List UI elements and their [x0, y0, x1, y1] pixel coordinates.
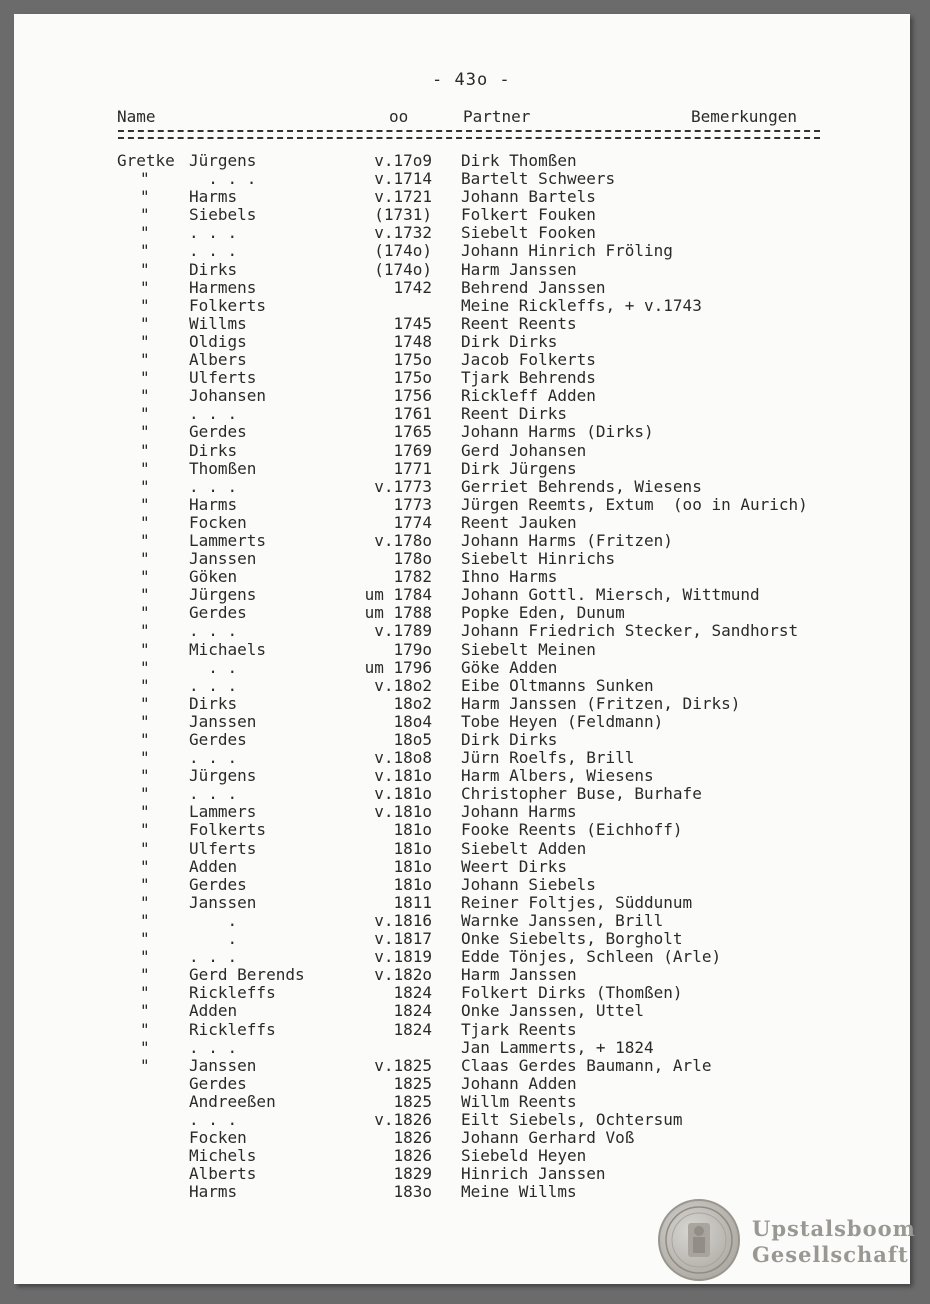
surname: Göken	[189, 567, 238, 587]
surname: . . .	[189, 947, 238, 967]
marriage-date: 181o	[393, 820, 432, 840]
surname: Janssen	[189, 711, 257, 731]
partner-name: Folkert Fouken	[461, 205, 596, 225]
surname: Gerdes	[189, 874, 247, 894]
surname: Thomßen	[189, 458, 257, 478]
surname: Jürgens	[189, 766, 257, 786]
ditto-mark: "	[140, 585, 150, 605]
partner-name: Siebelt Hinrichs	[461, 549, 616, 569]
marriage-date: v.18o2	[374, 675, 432, 695]
ditto-mark: "	[140, 422, 150, 442]
partner-name: Eilt Siebels, Ochtersum	[461, 1109, 683, 1129]
partner-name: Harm Janssen	[461, 259, 577, 279]
surname: . . .	[189, 675, 238, 695]
ditto-mark: "	[140, 476, 150, 496]
partner-name: Johann Gerhard Voß	[461, 1128, 635, 1148]
surname: Lammerts	[189, 530, 267, 550]
ditto-mark: "	[140, 259, 150, 279]
surname: Gerdes	[189, 1073, 247, 1093]
ditto-mark: "	[140, 567, 150, 587]
surname: Adden	[189, 1001, 238, 1021]
surname: Focken	[189, 512, 247, 532]
marriage-date: 18o5	[393, 730, 432, 749]
header-marriage: oo	[389, 107, 409, 126]
ditto-mark: "	[140, 1001, 150, 1021]
marriage-date: 1774	[393, 512, 432, 532]
marriage-date: 1769	[393, 440, 432, 460]
surname: . . .	[189, 1109, 238, 1129]
surname: . . .	[189, 223, 238, 243]
marriage-date: 181o	[393, 874, 432, 894]
partner-name: Gerd Johansen	[461, 440, 587, 460]
seal-logo	[658, 1199, 740, 1281]
partner-name: Bartelt Schweers	[461, 169, 616, 189]
ditto-mark: "	[140, 331, 150, 351]
ditto-mark: "	[140, 766, 150, 786]
marriage-date: v.1721	[374, 187, 432, 207]
surname: Gerd Berends	[189, 965, 305, 985]
marriage-date: 1826	[393, 1146, 432, 1166]
partner-name: Siebelt Fooken	[461, 223, 596, 243]
marriage-date: 1756	[393, 386, 432, 406]
surname: Ulferts	[189, 838, 257, 858]
header-remarks: Bemerkungen	[691, 107, 797, 126]
partner-name: Siebeld Heyen	[461, 1146, 587, 1166]
partner-name: Ihno Harms	[461, 567, 558, 587]
header-name: Name	[117, 107, 156, 126]
partner-name: Jürn Roelfs, Brill	[461, 748, 635, 768]
surname: Janssen	[189, 1055, 257, 1075]
ditto-mark: "	[140, 929, 150, 949]
partner-name: Fooke Reents (Eichhoff)	[461, 820, 683, 840]
brand-line-2: Gesellschaft	[752, 1242, 909, 1267]
partner-name: Harm Janssen (Fritzen, Dirks)	[461, 693, 741, 713]
marriage-date: 1748	[393, 331, 432, 351]
marriage-date: 1765	[393, 422, 432, 442]
marriage-date: um 1796	[364, 657, 432, 677]
partner-name: Siebelt Meinen	[461, 639, 596, 659]
partner-name: Onke Siebelts, Borgholt	[461, 929, 683, 949]
partner-name: Johann Hinrich Fröling	[461, 241, 673, 261]
marriage-date: v.1732	[374, 223, 432, 243]
partner-name: Dirk Thomßen	[461, 151, 577, 170]
marriage-date: 183o	[393, 1182, 432, 1202]
ditto-mark: "	[140, 947, 150, 967]
partner-name: Johann Harms (Dirks)	[461, 422, 654, 442]
partner-name: Johann Adden	[461, 1073, 577, 1093]
marriage-date: v.1816	[374, 910, 432, 930]
ditto-mark: "	[140, 838, 150, 858]
ditto-mark: "	[140, 675, 150, 695]
partner-name: Rickleff Adden	[461, 386, 596, 406]
ditto-mark: "	[140, 983, 150, 1003]
marriage-date: 1824	[393, 1019, 432, 1039]
marriage-date: 175o	[393, 368, 432, 388]
surname: .	[189, 929, 238, 949]
partner-name: Johann Siebels	[461, 874, 596, 894]
partner-name: Reent Jauken	[461, 512, 577, 532]
ditto-mark: "	[140, 512, 150, 532]
surname: Oldigs	[189, 331, 247, 351]
surname: . . .	[189, 621, 238, 641]
ditto-mark: "	[140, 748, 150, 768]
surname: Gerdes	[189, 603, 247, 623]
surname: Focken	[189, 1128, 247, 1148]
ditto-mark: "	[140, 530, 150, 550]
marriage-date: 1745	[393, 313, 432, 333]
surname: Dirks	[189, 259, 238, 279]
brand-line-1: Upstalsboom	[752, 1216, 916, 1241]
header-rule	[118, 130, 820, 139]
surname: Harms	[189, 187, 238, 207]
marriage-date: v.1817	[374, 929, 432, 949]
marriage-date: v.1819	[374, 947, 432, 967]
partner-name: Dirk Dirks	[461, 331, 558, 351]
partner-name: Göke Adden	[461, 657, 558, 677]
partner-name: Edde Tönjes, Schleen (Arle)	[461, 947, 722, 967]
marriage-date: v.17o9	[374, 151, 432, 170]
marriage-date: 18o2	[393, 693, 432, 713]
surname: Lammers	[189, 802, 257, 822]
ditto-mark: "	[140, 856, 150, 876]
ditto-mark: "	[140, 730, 150, 749]
surname: Gerdes	[189, 422, 247, 442]
ditto-mark: "	[140, 368, 150, 388]
marriage-date: (174o)	[374, 259, 432, 279]
surname: Jürgens	[189, 151, 257, 170]
marriage-date: v.181o	[374, 802, 432, 822]
partner-name: Johann Friedrich Stecker, Sandhorst	[461, 621, 799, 641]
surname: . . .	[189, 784, 238, 804]
ditto-mark: "	[140, 458, 150, 478]
surname: Siebels	[189, 205, 257, 225]
surname: Andreeßen	[189, 1091, 276, 1111]
partner-name: Folkert Dirks (Thomßen)	[461, 983, 683, 1003]
ditto-mark: "	[140, 910, 150, 930]
ditto-mark: "	[140, 205, 150, 225]
surname: Ulferts	[189, 368, 257, 388]
partner-name: Gerriet Behrends, Wiesens	[461, 476, 702, 496]
ditto-mark: "	[140, 277, 150, 297]
surname: . . .	[189, 748, 238, 768]
partner-name: Harm Albers, Wiesens	[461, 766, 654, 786]
surname: Janssen	[189, 892, 257, 912]
surname: Gerdes	[189, 730, 247, 749]
surname: Dirks	[189, 440, 238, 460]
marriage-date: 1824	[393, 983, 432, 1003]
surname: . . .	[189, 241, 238, 261]
partner-name: Hinrich Janssen	[461, 1164, 606, 1184]
ditto-mark: "	[140, 603, 150, 623]
marriage-date: 178o	[393, 549, 432, 569]
surname: Alberts	[189, 1164, 257, 1184]
surname: Janssen	[189, 549, 257, 569]
ditto-mark: "	[140, 1055, 150, 1075]
partner-name: Tobe Heyen (Feldmann)	[461, 711, 664, 731]
surname: Rickleffs	[189, 1019, 276, 1039]
surname: . . .	[189, 169, 257, 189]
ditto-mark: "	[140, 965, 150, 985]
marriage-date: um 1788	[364, 603, 432, 623]
surname: Jürgens	[189, 585, 257, 605]
marriage-date: 1826	[393, 1128, 432, 1148]
surname: Michaels	[189, 639, 267, 659]
partner-name: Claas Gerdes Baumann, Arle	[461, 1055, 712, 1075]
surname: Folkerts	[189, 295, 267, 315]
partner-name: Weert Dirks	[461, 856, 567, 876]
surname: .	[189, 910, 238, 930]
marriage-date: 1742	[393, 277, 432, 297]
partner-name: Dirk Jürgens	[461, 458, 577, 478]
partner-name: Reiner Foltjes, Süddunum	[461, 892, 693, 912]
ditto-mark: "	[140, 874, 150, 894]
ditto-mark: "	[140, 223, 150, 243]
marriage-date: 1811	[393, 892, 432, 912]
partner-name: Onke Janssen, Uttel	[461, 1001, 645, 1021]
partner-name: Siebelt Adden	[461, 838, 587, 858]
marriage-date: v.1714	[374, 169, 432, 189]
ditto-mark: "	[140, 820, 150, 840]
marriage-date: (174o)	[374, 241, 432, 261]
partner-name: Jan Lammerts, + 1824	[461, 1037, 654, 1057]
partner-name: Christopher Buse, Burhafe	[461, 784, 702, 804]
ditto-mark: "	[140, 621, 150, 641]
ditto-mark: "	[140, 693, 150, 713]
marriage-date: 1782	[393, 567, 432, 587]
ditto-mark: "	[140, 711, 150, 731]
surname: Johansen	[189, 386, 267, 406]
page-number: - 43o -	[432, 70, 511, 90]
first-name: Gretke	[117, 151, 175, 170]
ditto-mark: "	[140, 802, 150, 822]
ditto-mark: "	[140, 169, 150, 189]
partner-name: Reent Dirks	[461, 404, 567, 424]
partner-name: Harm Janssen	[461, 965, 577, 985]
ditto-mark: "	[140, 657, 150, 677]
marriage-date: 181o	[393, 856, 432, 876]
ditto-mark: "	[140, 350, 150, 370]
marriage-date: 1825	[393, 1091, 432, 1111]
ditto-mark: "	[140, 549, 150, 569]
surname: Harms	[189, 1182, 238, 1202]
ditto-mark: "	[140, 1019, 150, 1039]
marriage-date: v.1826	[374, 1109, 432, 1129]
ditto-mark: "	[140, 241, 150, 261]
partner-name: Popke Eden, Dunum	[461, 603, 625, 623]
surname: . . .	[189, 1037, 238, 1057]
marriage-date: v.182o	[374, 965, 432, 985]
marriage-date: 1761	[393, 404, 432, 424]
header-partner: Partner	[463, 107, 531, 126]
marriage-date: um 1784	[364, 585, 432, 605]
partner-name: Tjark Reents	[461, 1019, 577, 1039]
partner-name: Johann Harms (Fritzen)	[461, 530, 673, 550]
marriage-date: 18o4	[393, 711, 432, 731]
marriage-date: (1731)	[374, 205, 432, 225]
marriage-date: 175o	[393, 350, 432, 370]
marriage-date: v.181o	[374, 766, 432, 786]
marriage-date: 179o	[393, 639, 432, 659]
ditto-mark: "	[140, 784, 150, 804]
partner-name: Meine Rickleffs, + v.1743	[461, 295, 702, 315]
partner-name: Tjark Behrends	[461, 368, 596, 388]
surname: Adden	[189, 856, 238, 876]
surname: Harmens	[189, 277, 257, 297]
marriage-date: v.1825	[374, 1055, 432, 1075]
partner-name: Behrend Janssen	[461, 277, 606, 297]
marriage-date: 1824	[393, 1001, 432, 1021]
surname: Harms	[189, 494, 238, 514]
surname: Michels	[189, 1146, 257, 1166]
surname: Albers	[189, 350, 247, 370]
document-page	[14, 14, 916, 1284]
partner-name: Johann Bartels	[461, 187, 596, 207]
ditto-mark: "	[140, 639, 150, 659]
partner-name: Meine Willms	[461, 1182, 577, 1202]
marriage-date: v.1773	[374, 476, 432, 496]
surname: . . .	[189, 404, 238, 424]
ditto-mark: "	[140, 440, 150, 460]
marriage-date: 1829	[393, 1164, 432, 1184]
marriage-date: v.1789	[374, 621, 432, 641]
partner-name: Eibe Oltmanns Sunken	[461, 675, 654, 695]
partner-name: Dirk Dirks	[461, 730, 558, 749]
ditto-mark: "	[140, 1037, 150, 1057]
surname: Folkerts	[189, 820, 267, 840]
partner-name: Warnke Janssen, Brill	[461, 910, 664, 930]
surname: Rickleffs	[189, 983, 276, 1003]
marriage-date: v.178o	[374, 530, 432, 550]
partner-name: Willm Reents	[461, 1091, 577, 1111]
marriage-date: v.18o8	[374, 748, 432, 768]
partner-name: Johann Harms	[461, 802, 577, 822]
ditto-mark: "	[140, 494, 150, 514]
surname: . .	[189, 657, 238, 677]
marriage-date: 181o	[393, 838, 432, 858]
ditto-mark: "	[140, 313, 150, 333]
ditto-mark: "	[140, 892, 150, 912]
marriage-date: 1773	[393, 494, 432, 514]
marriage-date: 1825	[393, 1073, 432, 1093]
partner-name: Jacob Folkerts	[461, 350, 596, 370]
ditto-mark: "	[140, 404, 150, 424]
surname: . . .	[189, 476, 238, 496]
surname: Dirks	[189, 693, 238, 713]
surname: Willms	[189, 313, 247, 333]
partner-name: Reent Reents	[461, 313, 577, 333]
ditto-mark: "	[140, 295, 150, 315]
marriage-date: 1771	[393, 458, 432, 478]
partner-name: Johann Gottl. Miersch, Wittmund	[461, 585, 760, 605]
ditto-mark: "	[140, 187, 150, 207]
partner-name: Jürgen Reemts, Extum (oo in Aurich)	[461, 494, 808, 514]
brand-text	[752, 1216, 916, 1268]
marriage-date: v.181o	[374, 784, 432, 804]
ditto-mark: "	[140, 386, 150, 406]
